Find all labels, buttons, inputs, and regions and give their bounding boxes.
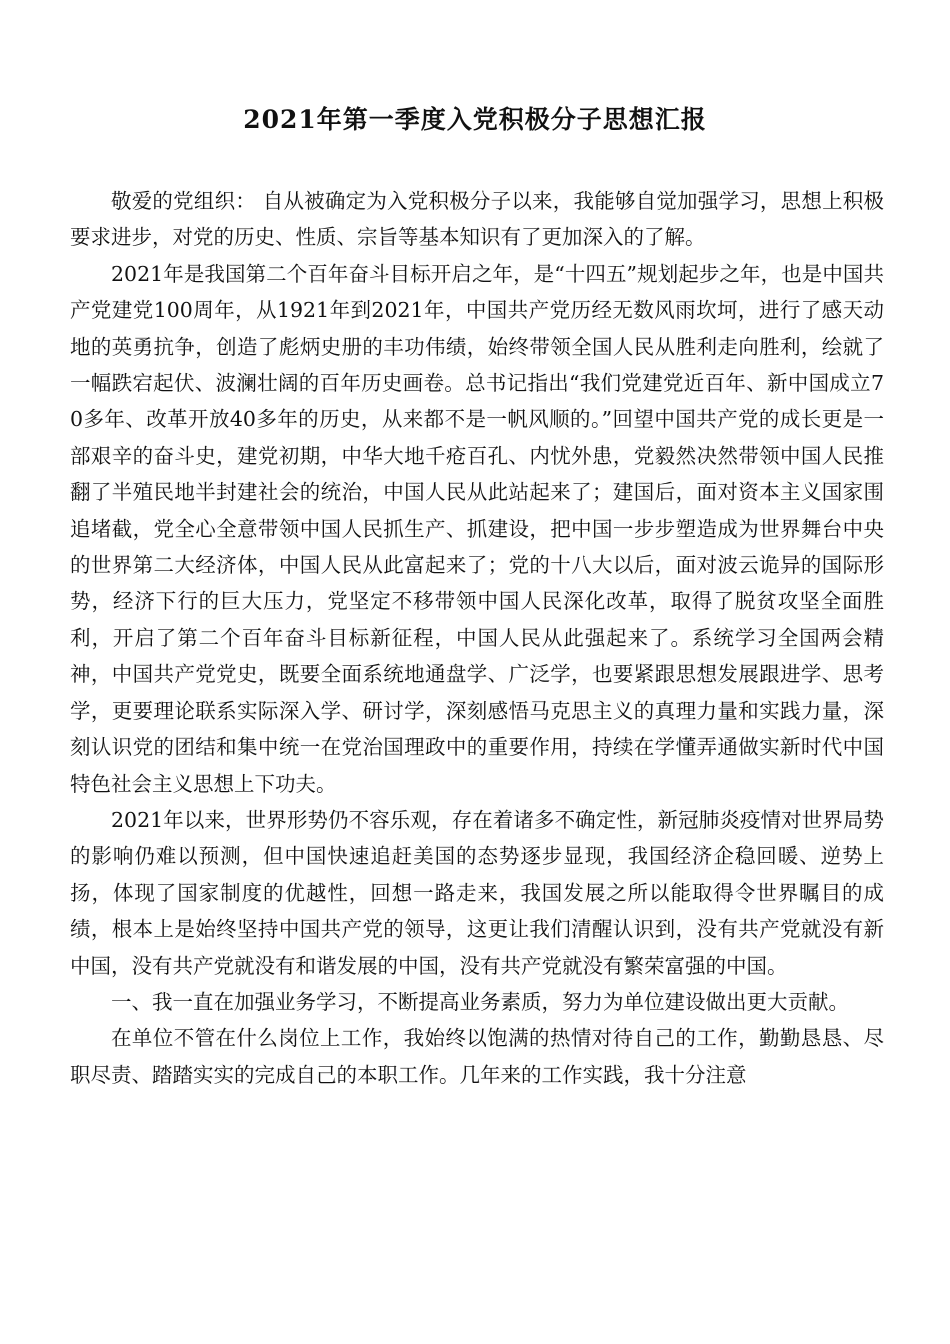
paragraph-salutation-intro: 敬爱的党组织： 自从被确定为入党积极分子以来，我能够自觉加强学习，思想上积极要求进步，对党的历史、性质、宗旨等基本知识有了更加深入的了解。 xyxy=(70,189,884,250)
paragraph-section-one-heading: 一、我一直在加强业务学习，不断提高业务素质，努力为单位建设做出更大贡献。 xyxy=(111,989,849,1014)
paragraph-world-situation: 2021年以来，世界形势仍不容乐观，存在着诸多不确定性，新冠肺炎疫情对世界局势的影响仍难以预测，但中国快速追赶美国的态势逐步显现，我国经济企稳回暖、逆势上扬，体现了国家制度的优越性，回想一路走来，我国发展之所以能取得令世界瞩目的成绩，根本上是始终坚持中国共产党的领导，这更让我们清醒认识到，没有共产党就没有新中国，没有共产党就没有和谐发展的中国，没有共产党就没有繁荣富强的中国。 xyxy=(70,807,884,978)
paragraph-party-history: 2021年是我国第二个百年奋斗目标开启之年，是“十四五”规划起步之年，也是中国共产党建党100周年，从1921年到2021年，中国共产党历经无数风雨坎坷，进行了感天动地的英勇抗争，创造了彪炳史册的丰功伟绩，始终带领全国人民从胜利走向胜利，绘就了一幅跌宕起伏、波澜壮阔的百年历史画卷。总书记指出“我们党建党近百年、新中国成立70多年、改革开放40多年的历史，从来都不是一帆风顺的。”回望中国共产党的成长更是一部艰辛的奋斗史，建党初期，中华大地千疮百孔、内忧外患，党毅然决然带领中国人民推翻了半殖民地半封建社会的统治，中国人民从此站起来了；建国后，面对资本主义国家围追堵截，党全心全意带领中国人民抓生产、抓建设，把中国一步步塑造成为世界舞台中央的世界第二大经济体，中国人民从此富起来了；党的十八大以后，面对波云诡异的国际形势，经济下行的巨大压力，党坚定不移带领中国人民深化改革，取得了脱贫攻坚全面胜利，开启了第二个百年奋斗目标新征程，中国人民从此强起来了。系统学习全国两会精神，中国共产党党史，既要全面系统地通盘学、广泛学，也要紧跟思想发展跟进学、思考学，更要理论联系实际深入学、研讨学，深刻感悟马克思主义的真理力量和实践力量，深刻认识党的团结和集中统一在党治国理政中的重要作用，持续在学懂弄通做实新时代中国特色社会主义思想上下功夫。 xyxy=(70,261,884,796)
document-body xyxy=(70,183,884,1093)
document-title: 2021年第一季度入党积极分子思想汇报 xyxy=(243,105,707,134)
paragraph-work-attitude: 在单位不管在什么岗位上工作，我始终以饱满的热情对待自己的工作，勤勤恳恳、尽职尽责、踏踏实实的完成自己的本职工作。几年来的工作实践，我十分注意 xyxy=(70,1026,884,1087)
